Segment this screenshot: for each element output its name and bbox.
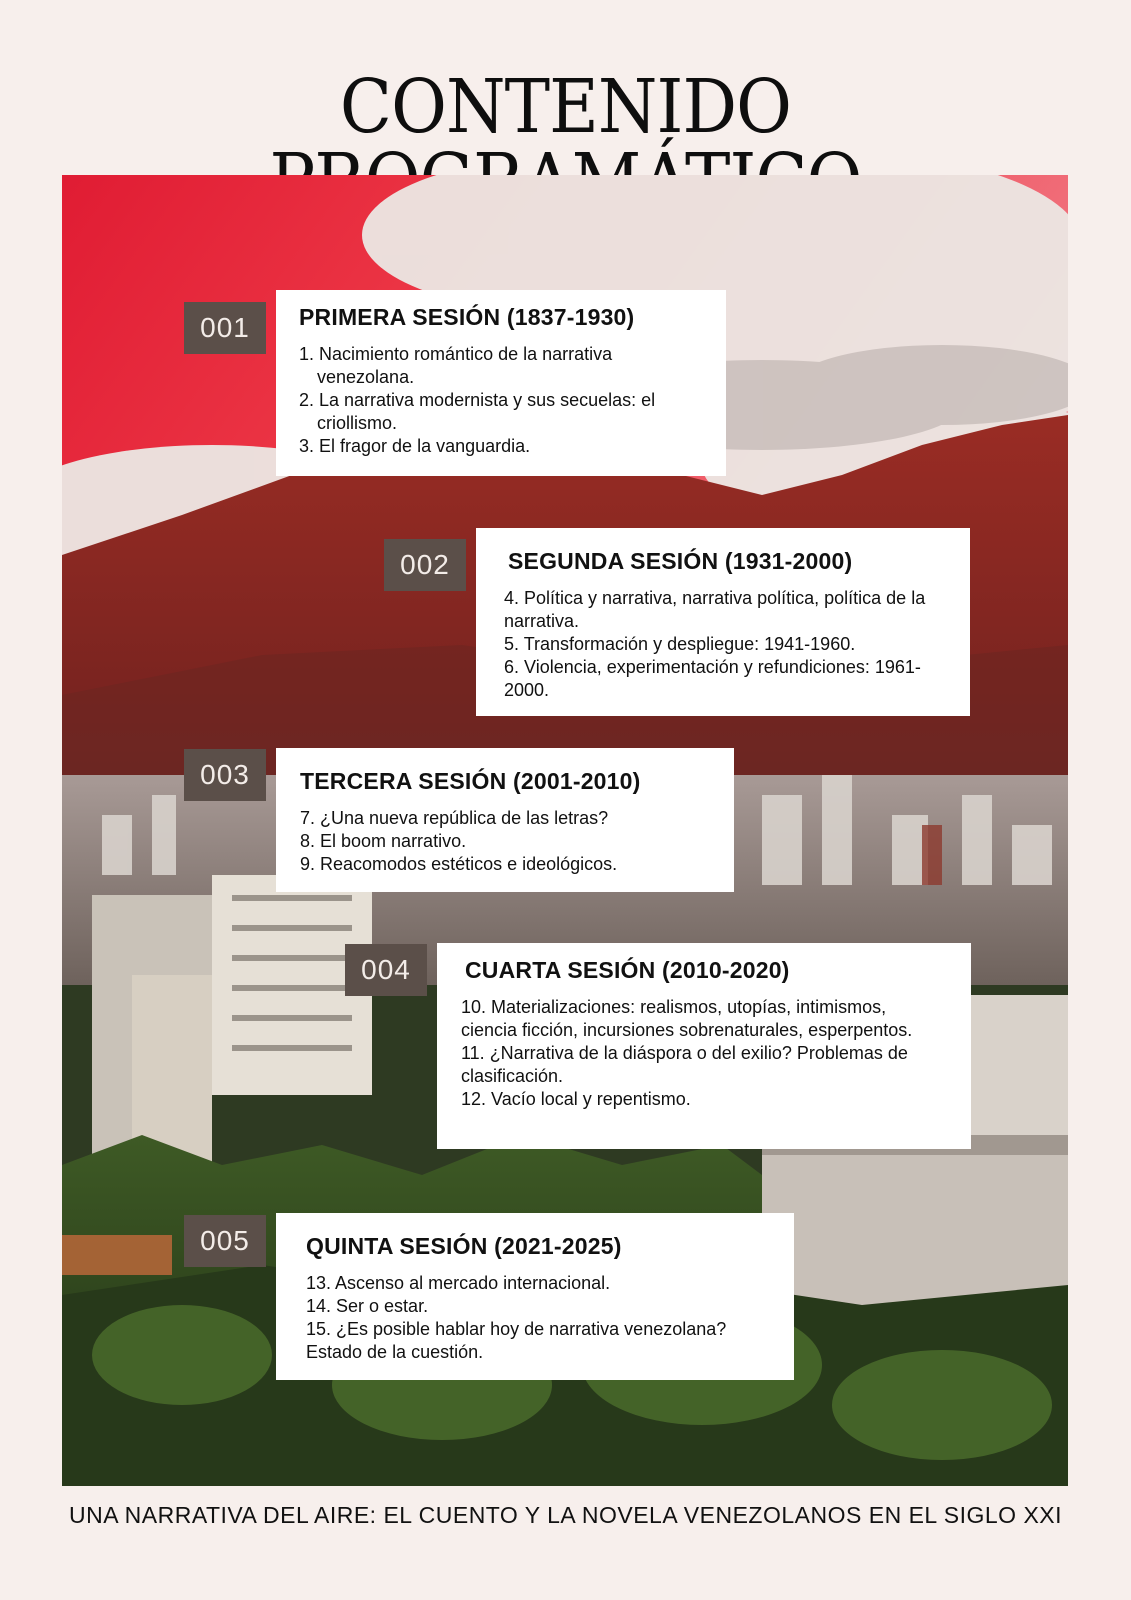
- list-item: 14. Ser o estar.: [306, 1296, 429, 1316]
- list-item: 11. ¿Narrativa de la diáspora o del exilio? Problemas de clasificación.: [461, 1043, 908, 1086]
- session-4-heading: CUARTA SESIÓN (2010-2020): [465, 957, 790, 983]
- session-2-topic-list: [504, 587, 948, 702]
- session-4-topic-list: [461, 996, 945, 1111]
- list-item: 3. El fragor de la vanguardia.: [299, 436, 531, 456]
- session-5-number-badge: 005: [184, 1215, 266, 1267]
- session-1-topic-list: [299, 343, 704, 458]
- list-item: 1. Nacimiento romántico de la narrativa venezolana.: [299, 344, 613, 387]
- list-item: 9. Reacomodos estéticos e ideológicos.: [300, 854, 618, 874]
- session-4-number-badge: 004: [345, 944, 427, 996]
- page-title: CONTENIDO: [339, 64, 792, 150]
- list-item: 13. Ascenso al mercado internacional.: [306, 1273, 611, 1293]
- session-1-number-badge: 001: [184, 302, 266, 354]
- session-1-card: [276, 290, 726, 476]
- session-5-card: [276, 1213, 794, 1380]
- list-item: 2. La narrativa modernista y sus secuelas: el criollismo.: [299, 390, 656, 433]
- session-2-card: [476, 528, 970, 716]
- session-1-heading: PRIMERA SESIÓN (1837-1930): [299, 304, 635, 330]
- footer-course-title: UNA NARRATIVA DEL AIRE: EL CUENTO Y LA NOVELA VENEZOLANOS EN EL SIGLO XXI: [68, 1502, 1063, 1528]
- list-item: 15. ¿Es posible hablar hoy de narrativa venezolana? Estado de la cuestión.: [306, 1319, 727, 1362]
- session-5-topic-list: [306, 1272, 772, 1364]
- session-3-heading: TERCERA SESIÓN (2001-2010): [300, 768, 641, 794]
- list-item: 6. Violencia, experimentación y refundiciones: 1961-2000.: [504, 657, 921, 700]
- list-item: 7. ¿Una nueva república de las letras?: [300, 808, 609, 828]
- session-3-card: [276, 748, 734, 892]
- session-3-topic-list: [300, 807, 712, 876]
- list-item: 8. El boom narrativo.: [300, 831, 467, 851]
- list-item: 10. Materializaciones: realismos, utopías, intimismos, ciencia ficción, incursiones sobrenaturales, esperpentos.: [461, 997, 913, 1040]
- session-5-heading: QUINTA SESIÓN (2021-2025): [306, 1233, 622, 1259]
- session-2-heading: SEGUNDA SESIÓN (1931-2000): [508, 548, 853, 574]
- session-3-number-badge: 003: [184, 749, 266, 801]
- list-item: 12. Vacío local y repentismo.: [461, 1089, 691, 1109]
- session-2-number-badge: 002: [384, 539, 466, 591]
- session-4-card: [437, 943, 971, 1149]
- list-item: 4. Política y narrativa, narrativa política, política de la narrativa.: [504, 588, 926, 631]
- list-item: 5. Transformación y despliegue: 1941-1960.: [504, 634, 856, 654]
